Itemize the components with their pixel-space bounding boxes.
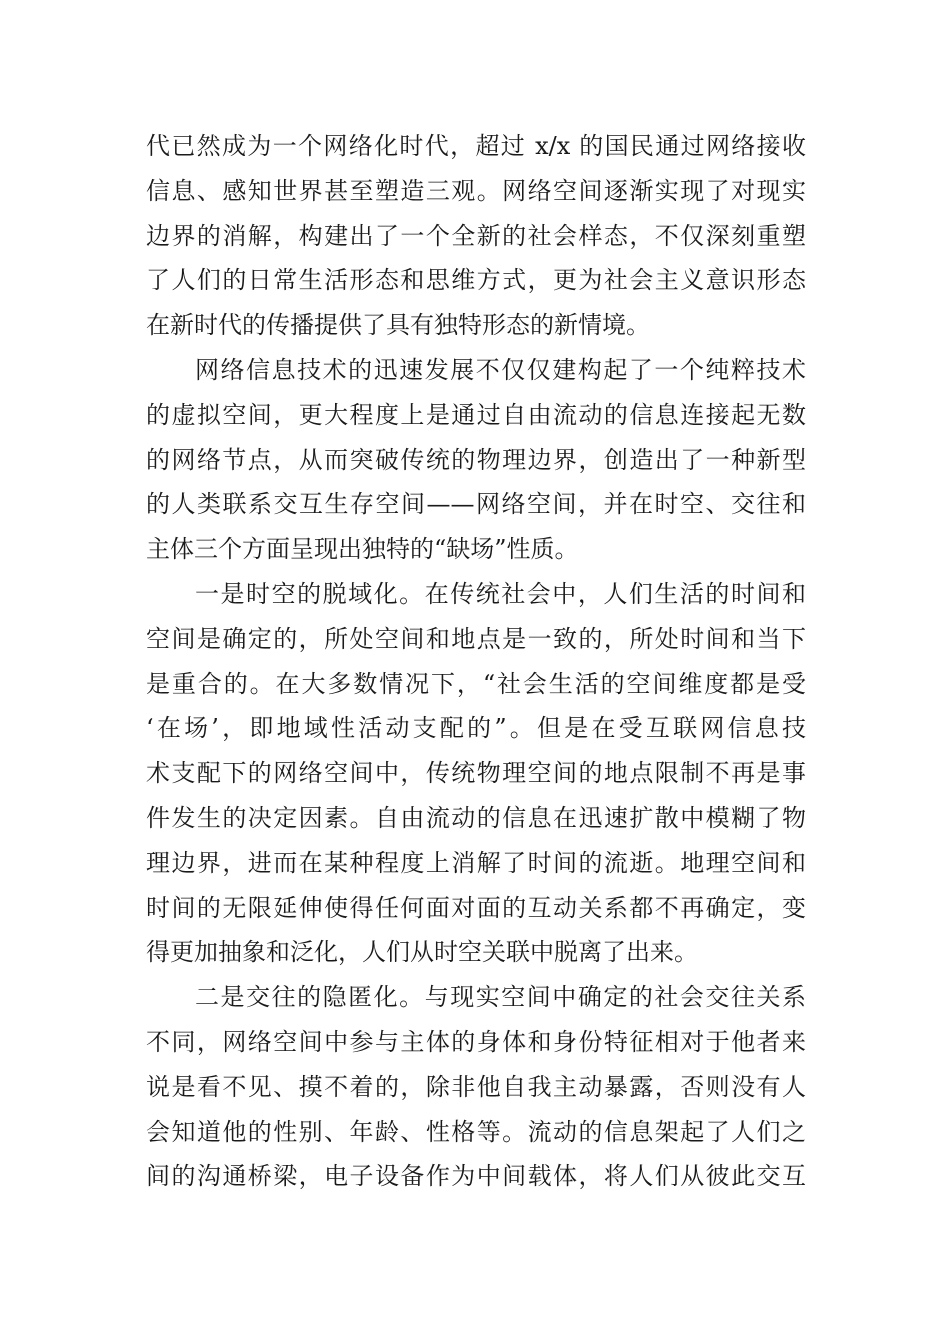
paragraph-time-space — [146, 572, 806, 975]
text-line: 了人们的日常生活形态和思维方式，更为社会主义意识形态 — [146, 266, 806, 295]
text-line: 的网络节点，从而突破传统的物理边界，创造出了一种新型 — [146, 445, 806, 474]
text-line: 网络信息技术的迅速发展不仅仅建构起了一个纯粹技术 — [195, 355, 806, 384]
text-line: ‘在场’，即地域性活动支配的”。但是在受互联网信息技 — [146, 714, 806, 743]
text-line: 件发生的决定因素。自由流动的信息在迅速扩散中模糊了物 — [146, 803, 806, 832]
text-line: 术支配下的网络空间中，传统物理空间的地点限制不再是事 — [146, 759, 806, 788]
text-line: 空间是确定的，所处空间和地点是一致的，所处时间和当下 — [146, 624, 806, 653]
text-line: 边界的消解，构建出了一个全新的社会样态，不仅深刻重塑 — [146, 221, 806, 250]
text-line: 会知道他的性别、年龄、性格等。流动的信息架起了人们之 — [146, 1117, 806, 1146]
text-line: 一是时空的脱域化。在传统社会中，人们生活的时间和 — [195, 579, 806, 608]
text-line: 代已然成为一个网络化时代，超过 x/x 的国民通过网络接收 — [146, 132, 806, 160]
text-line: 时间的无限延伸使得任何面对面的互动关系都不再确定，变 — [146, 893, 806, 922]
text-line: 在新时代的传播提供了具有独特形态的新情境。 — [146, 311, 650, 340]
text-line: 的人类联系交互生存空间——网络空间，并在时空、交往和 — [146, 490, 806, 519]
paragraph-anonymity — [146, 975, 806, 1199]
text-line: 二是交往的隐匿化。与现实空间中确定的社会交往关系 — [195, 983, 806, 1012]
text-line: 间的沟通桥梁，电子设备作为中间载体，将人们从彼此交互 — [146, 1162, 806, 1191]
text-line: 信息、感知世界甚至塑造三观。网络空间逐渐实现了对现实 — [146, 176, 806, 205]
text-line: 得更加抽象和泛化，人们从时空关联中脱离了出来。 — [146, 938, 698, 967]
text-line: 说是看不见、摸不着的，除非他自我主动暴露，否则没有人 — [146, 1072, 806, 1101]
text-line: 理边界，进而在某种程度上消解了时间的流逝。地理空间和 — [146, 848, 806, 877]
paragraph-continuation — [146, 124, 806, 348]
text-line: 主体三个方面呈现出独特的“缺场”性质。 — [146, 535, 579, 564]
text-line: 的虚拟空间，更大程度上是通过自由流动的信息连接起无数 — [146, 400, 806, 429]
paragraph-network-space — [146, 348, 806, 572]
text-line: 是重合的。在大多数情况下，“社会生活的空间维度都是受 — [146, 669, 806, 698]
document-body — [146, 124, 806, 1199]
text-line: 不同，网络空间中参与主体的身体和身份特征相对于他者来 — [146, 1027, 806, 1056]
